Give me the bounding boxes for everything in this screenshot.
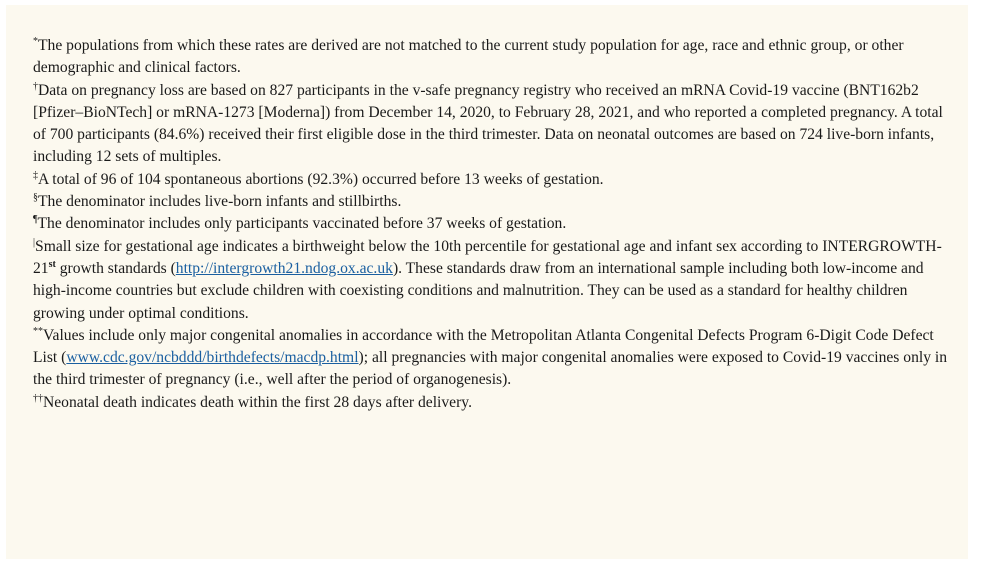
- footnote-text: The denominator includes only participants vaccinated before 37 weeks of gestation.: [37, 215, 567, 233]
- cdc-macdp-link[interactable]: www.cdc.gov/ncbddd/birthdefects/macdp.html: [66, 349, 359, 367]
- footnote-text: Values include only major congenital anomalies in accordance with the Metropolitan Atlanta Congenital Defects Program 6-Digit Code Defect List (: [33, 326, 934, 367]
- footnote-text: A total of 96 of 104 spontaneous abortions (92.3%) occurred before 13 weeks of gestation.: [38, 170, 604, 188]
- footnote-spontaneous-abortions: [33, 169, 952, 191]
- footnote-mark: †: [33, 80, 38, 92]
- footnote-neonatal-death: [33, 392, 952, 414]
- footnote-mark: *: [33, 36, 38, 47]
- intergrowth-link[interactable]: http://intergrowth21.ndog.ox.ac.uk: [175, 259, 393, 277]
- footnote-text: Data on pregnancy loss are based on 827 participants in the v-safe pregnancy registry who received an mRNA Covid-19 vaccine (BNT162b2 [Pfizer–BioNTech] or mRNA-1273 [Moderna]) from December 14, 2020, to February 28, 2021, and who reported a completed pregnancy. A total of 700 participants (84.6%) received their first eligible dose in the third trimester. Data on neonatal outcomes are based on 724 live-born infants, including 12 sets of multiples.: [33, 81, 943, 166]
- footnote-text: ). These standards draw from an international sample including both low-income and high-income countries but exclude children with coexisting conditions and malnutrition. They can be used as a standard for healthy children growing under optimal conditions.: [33, 259, 924, 322]
- footnote-pregnancy-loss-data: [33, 80, 952, 169]
- footnote-small-gestational-age: [33, 236, 952, 325]
- footnote-text: growth standards (: [55, 259, 176, 277]
- footnote-text: The denominator includes live-born infants and stillbirths.: [38, 193, 402, 211]
- superscript-st: st: [48, 258, 56, 270]
- footnotes-panel: [6, 5, 968, 559]
- footnote-congenital-anomalies: [33, 325, 952, 392]
- footnote-text: ); all pregnancies with major congenital anomalies were exposed to Covid-19 vaccines only in the third trimester of pregnancy (i.e., well after the period of organogenesis).: [33, 349, 948, 389]
- footnote-denominator-37-weeks: [33, 213, 952, 235]
- footnote-text: The populations from which these rates are derived are not matched to the current study population for age, race and ethnic group, or other demographic and clinical factors.: [33, 37, 904, 77]
- footnote-mark: ¶: [33, 214, 38, 226]
- footnote-mark: ‡: [33, 169, 38, 181]
- footnotes-list: [33, 35, 952, 414]
- footnote-text: Neonatal death indicates death within the first 28 days after delivery.: [43, 393, 472, 411]
- footnote-denominator-stillbirths: [33, 191, 952, 213]
- footnote-mark: |: [33, 236, 36, 248]
- footnote-demographics: [33, 35, 952, 80]
- footnote-mark: §: [33, 192, 38, 204]
- footnote-mark: **: [33, 325, 43, 337]
- footnote-mark: ††: [33, 392, 43, 404]
- footnote-text: Small size for gestational age indicates a birthweight below the 10th percentile for gestational age and infant sex according to INTERGROWTH-21: [33, 237, 942, 277]
